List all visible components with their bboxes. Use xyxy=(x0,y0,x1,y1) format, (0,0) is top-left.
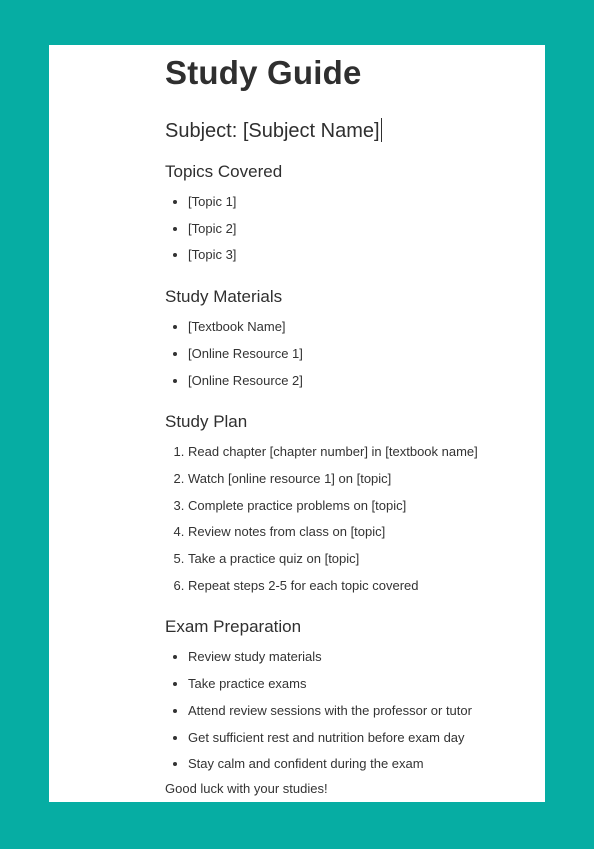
list-item: 6. Repeat steps 2-5 for each topic covered xyxy=(188,573,535,600)
exam-heading: Exam Preparation xyxy=(165,617,302,637)
list-item: • [Topic 3] xyxy=(188,242,535,269)
list-item: 5. Take a practice quiz on [topic] xyxy=(188,546,535,573)
page-title: Study Guide xyxy=(165,54,362,91)
list-item: • Take practice exams xyxy=(188,671,535,698)
list-item: 4. Review notes from class on [topic] xyxy=(188,519,535,546)
list-item: • Get sufficient rest and nutrition before exam day xyxy=(188,725,535,752)
exam-list xyxy=(165,644,535,778)
closing-text: Good luck with your studies! xyxy=(165,780,328,796)
subject-heading-text: Subject: [Subject Name] xyxy=(165,120,380,142)
plan-list xyxy=(165,439,535,599)
document-content[interactable] xyxy=(165,55,535,799)
list-item: • Stay calm and confident during the exam xyxy=(188,751,535,778)
list-item: • [Topic 2] xyxy=(188,216,535,243)
topics-heading: Topics Covered xyxy=(165,162,283,181)
list-item: 3. Complete practice problems on [topic] xyxy=(188,493,535,520)
list-item: • Attend review sessions with the professor or tutor xyxy=(188,698,535,725)
topics-list xyxy=(165,189,535,269)
plan-heading: Study Plan xyxy=(165,412,248,432)
text-cursor xyxy=(381,118,382,142)
list-item: • Review study materials xyxy=(188,644,535,671)
list-item: • [Textbook Name] xyxy=(188,314,535,341)
document-page xyxy=(49,45,545,802)
materials-list xyxy=(165,314,535,394)
list-item: 2. Watch [online resource 1] on [topic] xyxy=(188,466,535,493)
materials-heading: Study Materials xyxy=(165,287,283,307)
list-item: • [Online Resource 2] xyxy=(188,368,535,395)
list-item: 1. Read chapter [chapter number] in [textbook name] xyxy=(188,439,535,466)
list-item: • [Online Resource 1] xyxy=(188,341,535,368)
list-item: • [Topic 1] xyxy=(188,189,535,216)
subject-heading[interactable] xyxy=(165,118,535,143)
